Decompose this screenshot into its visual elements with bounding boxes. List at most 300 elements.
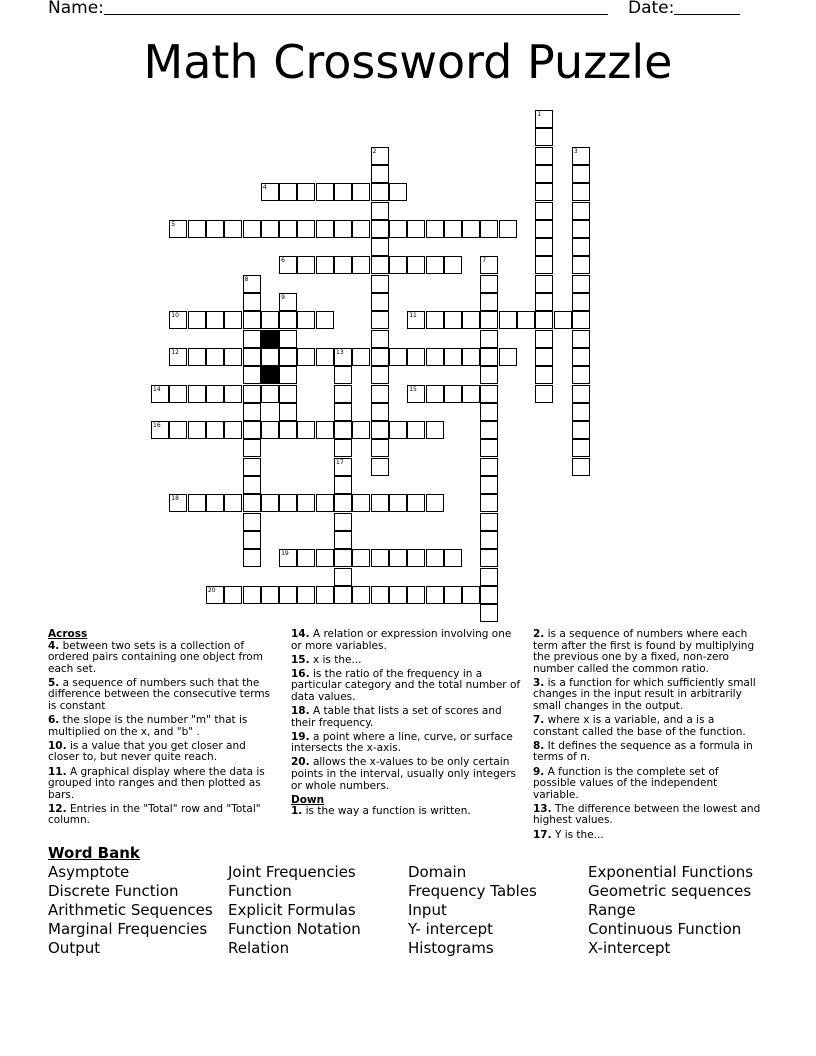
- clue-across-11: 11. A graphical display where the data is grouped into ranges and then plotted as bars.: [48, 765, 265, 801]
- crossword-cell[interactable]: [371, 330, 389, 348]
- crossword-cell[interactable]: [334, 476, 352, 494]
- crossword-cell[interactable]: [297, 256, 315, 274]
- crossword-cell[interactable]: [480, 366, 498, 384]
- crossword-cell[interactable]: [480, 220, 498, 238]
- crossword-cell[interactable]: [371, 256, 389, 274]
- crossword-cell[interactable]: [352, 348, 370, 366]
- clue-number: 1: [537, 111, 542, 118]
- crossword-cell[interactable]: [371, 165, 389, 183]
- crossword-cell[interactable]: [535, 128, 553, 146]
- crossword-cell[interactable]: [572, 238, 590, 256]
- word-bank-item: Input: [408, 901, 447, 919]
- crossword-cell[interactable]: [334, 439, 352, 457]
- clue-down-8: 8. It defines the sequence as a formula in terms of n.: [533, 739, 753, 764]
- crossword-cell[interactable]: [279, 586, 297, 604]
- crossword-cell[interactable]: [279, 183, 297, 201]
- crossword-cell[interactable]: [572, 293, 590, 311]
- clue-across-5: 5. a sequence of numbers such that the difference between the consecutive terms is constant: [48, 676, 271, 713]
- crossword-cell[interactable]: [480, 586, 498, 604]
- crossword-cell[interactable]: [334, 348, 352, 366]
- word-bank-item: Exponential Functions: [588, 863, 754, 881]
- word-bank-item: Y- intercept: [408, 920, 494, 938]
- clue-across-4: 4. between two sets is a collection of ordered pairs containing one object from each set.: [48, 639, 263, 675]
- crossword-cell[interactable]: [151, 385, 169, 403]
- crossword-cell[interactable]: [389, 220, 407, 238]
- word-bank-column-4: [588, 863, 753, 958]
- crossword-cell[interactable]: [316, 586, 334, 604]
- crossword-cell[interactable]: [224, 586, 242, 604]
- crossword-cell[interactable]: [261, 348, 279, 366]
- crossword-cell[interactable]: [243, 494, 261, 512]
- crossword-cell[interactable]: [444, 549, 462, 567]
- crossword-cell[interactable]: [206, 385, 224, 403]
- crossword-cell[interactable]: [444, 385, 462, 403]
- crossword-cell[interactable]: [480, 293, 498, 311]
- crossword-cell[interactable]: [334, 366, 352, 384]
- crossword-cell[interactable]: [554, 311, 572, 329]
- crossword-cell[interactable]: [188, 220, 206, 238]
- clue-number: 18: [171, 495, 179, 503]
- crossword-cell[interactable]: [480, 348, 498, 366]
- word-bank-item: Relation: [228, 939, 290, 957]
- crossword-cell[interactable]: [243, 330, 261, 348]
- crossword-cell[interactable]: [334, 220, 352, 238]
- down-heading: Down: [291, 793, 325, 806]
- clue-number: 6: [281, 257, 285, 265]
- crossword-cell[interactable]: [224, 385, 242, 403]
- crossword-cell[interactable]: [480, 311, 498, 329]
- crossword-cell[interactable]: [224, 421, 242, 439]
- crossword-cell[interactable]: [371, 549, 389, 567]
- crossword-cell[interactable]: [243, 531, 261, 549]
- crossword-cell[interactable]: [426, 385, 444, 403]
- word-bank-item: Range: [588, 901, 636, 919]
- crossword-cell[interactable]: [352, 220, 370, 238]
- crossword-cell[interactable]: [535, 147, 553, 165]
- crossword-cell[interactable]: [480, 568, 498, 586]
- crossword-cell[interactable]: [188, 494, 206, 512]
- clue-number: 5: [171, 220, 176, 228]
- word-bank-item: Marginal Frequencies: [48, 920, 208, 938]
- crossword-cell[interactable]: [334, 183, 352, 201]
- clue-across-16: 16. is the ratio of the frequency in a particular category and the total number of data values.: [291, 667, 521, 703]
- clue-down-3: 3. is a function for which sufficiently small changes in the input result in arbitrarily small changes in the output.: [533, 676, 756, 713]
- crossword-cell[interactable]: [535, 238, 553, 256]
- clue-number: 12: [171, 348, 179, 356]
- clue-number: 11: [409, 312, 417, 320]
- clue-across-10: 10. is a value that you get closer and closer to, but never quite reach.: [48, 739, 246, 764]
- crossword-cell[interactable]: [407, 256, 425, 274]
- crossword-cell[interactable]: [334, 513, 352, 531]
- crossword-cell[interactable]: [572, 458, 590, 476]
- clue-number: 13: [336, 348, 344, 356]
- crossword-cell[interactable]: [444, 256, 462, 274]
- crossword-cell[interactable]: [279, 366, 297, 384]
- crossword-cell[interactable]: [389, 494, 407, 512]
- crossword-cell[interactable]: [352, 183, 370, 201]
- crossword-cell[interactable]: [535, 385, 553, 403]
- crossword-cell[interactable]: [279, 256, 297, 274]
- crossword-cell[interactable]: [261, 421, 279, 439]
- crossword-cell[interactable]: [297, 311, 315, 329]
- black-square: [261, 330, 279, 348]
- crossword-cell[interactable]: [462, 385, 480, 403]
- crossword-cell[interactable]: [279, 220, 297, 238]
- crossword-cell[interactable]: [169, 494, 187, 512]
- crossword-cell[interactable]: [480, 531, 498, 549]
- crossword-cell[interactable]: [572, 147, 590, 165]
- crossword-cell[interactable]: [279, 348, 297, 366]
- crossword-cell[interactable]: [480, 403, 498, 421]
- crossword-cell[interactable]: [279, 549, 297, 567]
- crossword-cell[interactable]: [480, 385, 498, 403]
- crossword-cell[interactable]: [297, 183, 315, 201]
- crossword-cell[interactable]: [480, 256, 498, 274]
- clue-across-12: 12. Entries in the "Total" row and "Total" column.: [48, 802, 261, 827]
- crossword-cell[interactable]: [316, 183, 334, 201]
- across-heading: Across: [48, 628, 88, 640]
- crossword-cell[interactable]: [389, 256, 407, 274]
- crossword-cell[interactable]: [316, 311, 334, 329]
- crossword-cell[interactable]: [316, 494, 334, 512]
- crossword-cell[interactable]: [407, 494, 425, 512]
- crossword-cell[interactable]: [224, 494, 242, 512]
- clue-number: 4: [262, 184, 267, 192]
- crossword-cell[interactable]: [480, 513, 498, 531]
- crossword-cell[interactable]: [426, 311, 444, 329]
- crossword-cell[interactable]: [279, 293, 297, 311]
- crossword-cell[interactable]: [279, 403, 297, 421]
- clue-number: 7: [482, 257, 487, 265]
- crossword-cell[interactable]: [334, 385, 352, 403]
- crossword-cell[interactable]: [535, 220, 553, 238]
- crossword-cell[interactable]: [334, 568, 352, 586]
- word-bank-item: Function: [228, 882, 292, 900]
- crossword-cell[interactable]: [169, 311, 187, 329]
- clues-column-2: [291, 629, 523, 820]
- crossword-cell[interactable]: [224, 348, 242, 366]
- crossword-cell[interactable]: [316, 421, 334, 439]
- crossword-cell[interactable]: [462, 586, 480, 604]
- crossword-cell[interactable]: [389, 421, 407, 439]
- crossword-cell[interactable]: [572, 183, 590, 201]
- crossword-cell[interactable]: [426, 494, 444, 512]
- crossword-cell[interactable]: [243, 513, 261, 531]
- clue-across-19: 19. a point where a line, curve, or surface intersects the x-axis.: [291, 730, 513, 755]
- word-bank-column-1: [48, 863, 213, 958]
- crossword-cell[interactable]: [480, 439, 498, 457]
- crossword-cell[interactable]: [371, 366, 389, 384]
- crossword-cell[interactable]: [426, 220, 444, 238]
- crossword-cell[interactable]: [261, 494, 279, 512]
- crossword-cell[interactable]: [480, 421, 498, 439]
- crossword-cell[interactable]: [206, 311, 224, 329]
- crossword-cell[interactable]: [480, 494, 498, 512]
- crossword-cell[interactable]: [572, 202, 590, 220]
- crossword-cell[interactable]: [535, 256, 553, 274]
- crossword-cell[interactable]: [243, 439, 261, 457]
- crossword-cell[interactable]: [535, 183, 553, 201]
- crossword-cell[interactable]: [407, 220, 425, 238]
- crossword-cell[interactable]: [535, 165, 553, 183]
- crossword-cell[interactable]: [371, 385, 389, 403]
- crossword-cell[interactable]: [572, 311, 590, 329]
- crossword-cell[interactable]: [279, 330, 297, 348]
- crossword-cell[interactable]: [535, 366, 553, 384]
- crossword-cell[interactable]: [389, 586, 407, 604]
- crossword-cell[interactable]: [297, 348, 315, 366]
- crossword-cell[interactable]: [444, 311, 462, 329]
- word-bank-item: Arithmetic Sequences: [48, 901, 213, 919]
- crossword-cell[interactable]: [389, 348, 407, 366]
- crossword-cell[interactable]: [169, 421, 187, 439]
- crossword-cell[interactable]: [243, 421, 261, 439]
- word-bank-item: Function Notation: [228, 920, 361, 938]
- clue-number: 16: [153, 422, 161, 430]
- clue-number: 15: [409, 385, 417, 393]
- crossword-cell[interactable]: [261, 311, 279, 329]
- crossword-cell[interactable]: [371, 183, 389, 201]
- crossword-cell[interactable]: [206, 220, 224, 238]
- crossword-cell[interactable]: [188, 385, 206, 403]
- crossword-cell[interactable]: [480, 458, 498, 476]
- crossword-cell[interactable]: [169, 220, 187, 238]
- crossword-cell[interactable]: [426, 256, 444, 274]
- crossword-cell[interactable]: [206, 421, 224, 439]
- crossword-cell[interactable]: [261, 586, 279, 604]
- crossword-cell[interactable]: [279, 311, 297, 329]
- crossword-cell[interactable]: [407, 549, 425, 567]
- crossword-cell[interactable]: [334, 256, 352, 274]
- crossword-cell[interactable]: [371, 439, 389, 457]
- crossword-cell[interactable]: [426, 586, 444, 604]
- crossword-cell[interactable]: [407, 385, 425, 403]
- crossword-cell[interactable]: [169, 348, 187, 366]
- clues-column-1: [48, 629, 278, 830]
- crossword-cell[interactable]: [279, 385, 297, 403]
- crossword-cell[interactable]: [517, 311, 535, 329]
- crossword-cell[interactable]: [572, 165, 590, 183]
- clue-number: 10: [171, 312, 179, 320]
- crossword-cell[interactable]: [407, 421, 425, 439]
- crossword-cell[interactable]: [206, 586, 224, 604]
- crossword-cell[interactable]: [261, 183, 279, 201]
- crossword-cell[interactable]: [389, 183, 407, 201]
- clue-number: 2: [372, 147, 377, 155]
- crossword-cell[interactable]: [480, 476, 498, 494]
- clue-down-7: 7. where x is a variable, and a is a constant called the base of the function.: [533, 714, 746, 738]
- crossword-cell[interactable]: [535, 293, 553, 311]
- crossword-cell[interactable]: [169, 385, 187, 403]
- crossword-cell[interactable]: [480, 549, 498, 567]
- crossword-cell[interactable]: [261, 220, 279, 238]
- crossword-cell[interactable]: [535, 202, 553, 220]
- crossword-cell[interactable]: [480, 275, 498, 293]
- crossword-cell[interactable]: [535, 348, 553, 366]
- crossword-cell[interactable]: [371, 458, 389, 476]
- crossword-cell[interactable]: [572, 439, 590, 457]
- clue-number: 9: [281, 294, 285, 301]
- crossword-cell[interactable]: [371, 348, 389, 366]
- crossword-cell[interactable]: [389, 549, 407, 567]
- word-bank-item: Frequency Tables: [408, 882, 537, 900]
- crossword-cell[interactable]: [371, 147, 389, 165]
- crossword-cell[interactable]: [462, 220, 480, 238]
- crossword-cell[interactable]: [480, 330, 498, 348]
- crossword-cell[interactable]: [334, 458, 352, 476]
- crossword-cell[interactable]: [316, 256, 334, 274]
- crossword-cell[interactable]: [371, 421, 389, 439]
- crossword-cell[interactable]: [279, 421, 297, 439]
- crossword-cell[interactable]: [535, 330, 553, 348]
- clues-column-3: [533, 629, 763, 844]
- word-bank-item: Discrete Function: [48, 882, 179, 900]
- crossword-cell[interactable]: [151, 421, 169, 439]
- crossword-cell[interactable]: [261, 385, 279, 403]
- word-bank-item: Output: [48, 939, 101, 957]
- clue-number: 8: [244, 275, 249, 283]
- crossword-cell[interactable]: [444, 348, 462, 366]
- clue-down-1: 1. is the way a function is written.: [291, 805, 471, 818]
- crossword-cell[interactable]: [206, 348, 224, 366]
- crossword-cell[interactable]: [407, 348, 425, 366]
- crossword-cell[interactable]: [572, 385, 590, 403]
- word-bank-item: X-intercept: [588, 939, 671, 957]
- clue-across-14: 14. A relation or expression involving one or more variables.: [291, 628, 512, 652]
- crossword-cell[interactable]: [297, 494, 315, 512]
- crossword-cell[interactable]: [334, 494, 352, 512]
- crossword-cell[interactable]: [371, 586, 389, 604]
- crossword-cell[interactable]: [243, 293, 261, 311]
- crossword-cell[interactable]: [334, 421, 352, 439]
- crossword-cell[interactable]: [444, 220, 462, 238]
- word-bank-item: Geometric sequences: [588, 882, 752, 900]
- clue-number: 20: [207, 586, 216, 594]
- crossword-cell[interactable]: [279, 494, 297, 512]
- word-bank-item: Continuous Function: [588, 920, 742, 938]
- crossword-cell[interactable]: [572, 403, 590, 421]
- crossword-cell[interactable]: [224, 311, 242, 329]
- crossword-cell[interactable]: [352, 586, 370, 604]
- crossword-cell[interactable]: [188, 348, 206, 366]
- clue-number: 17: [336, 458, 344, 466]
- crossword-cell[interactable]: [371, 238, 389, 256]
- crossword-cell[interactable]: [243, 311, 261, 329]
- crossword-cell[interactable]: [352, 256, 370, 274]
- crossword-cell[interactable]: [535, 311, 553, 329]
- crossword-cell[interactable]: [572, 330, 590, 348]
- crossword-cell[interactable]: [572, 275, 590, 293]
- word-bank-item: Domain: [408, 863, 467, 881]
- crossword-cell[interactable]: [243, 220, 261, 238]
- crossword-cell[interactable]: [572, 220, 590, 238]
- crossword-cell[interactable]: [352, 421, 370, 439]
- crossword-cell[interactable]: [572, 366, 590, 384]
- crossword-cell[interactable]: [316, 220, 334, 238]
- crossword-cell[interactable]: [243, 366, 261, 384]
- clue-across-20: 20. allows the x-values to be only certain points in the interval, usually only integers or whole numbers.: [291, 756, 516, 792]
- crossword-cell[interactable]: [243, 586, 261, 604]
- crossword-cell[interactable]: [297, 220, 315, 238]
- clue-down-9: 9. A function is the complete set of possible values of the independent variable.: [533, 765, 719, 801]
- crossword-cell[interactable]: [371, 403, 389, 421]
- clue-across-6: 6. the slope is the number "m" that is multiplied on the x, and "b" .: [48, 714, 248, 738]
- clue-number: 14: [153, 385, 161, 393]
- name-label: Name:: [48, 0, 104, 18]
- word-bank-item: Explicit Formulas: [228, 901, 356, 919]
- word-bank-item: Histograms: [408, 939, 494, 957]
- crossword-cell[interactable]: [407, 311, 425, 329]
- word-bank-item: Asymptote: [48, 863, 130, 881]
- crossword-cell[interactable]: [334, 403, 352, 421]
- crossword-cell[interactable]: [188, 421, 206, 439]
- crossword-cell[interactable]: [371, 275, 389, 293]
- crossword-cell[interactable]: [371, 202, 389, 220]
- crossword-cell[interactable]: [535, 275, 553, 293]
- word-bank-heading: Word Bank: [48, 844, 140, 862]
- crossword-cell[interactable]: [297, 549, 315, 567]
- crossword-cell[interactable]: [572, 348, 590, 366]
- crossword-cell[interactable]: [462, 311, 480, 329]
- crossword-cell[interactable]: [243, 275, 261, 293]
- crossword-cell[interactable]: [462, 348, 480, 366]
- crossword-cell[interactable]: [426, 421, 444, 439]
- crossword-cell[interactable]: [371, 494, 389, 512]
- crossword-cell[interactable]: [444, 586, 462, 604]
- clue-across-18: 18. A table that lists a set of scores and their frequency.: [291, 705, 502, 729]
- crossword-cell[interactable]: [572, 256, 590, 274]
- crossword-cell[interactable]: [499, 311, 517, 329]
- crossword-cell[interactable]: [243, 348, 261, 366]
- crossword-cell[interactable]: [334, 586, 352, 604]
- crossword-cell[interactable]: [352, 494, 370, 512]
- crossword-cell[interactable]: [297, 421, 315, 439]
- crossword-cell[interactable]: [352, 549, 370, 567]
- crossword-cell[interactable]: [206, 494, 224, 512]
- crossword-cell[interactable]: [243, 458, 261, 476]
- clue-number: 19: [281, 550, 289, 558]
- crossword-cell[interactable]: [297, 586, 315, 604]
- crossword-cell[interactable]: [371, 311, 389, 329]
- crossword-cell[interactable]: [243, 403, 261, 421]
- crossword-cell[interactable]: [224, 220, 242, 238]
- crossword-cell[interactable]: [316, 549, 334, 567]
- crossword-cell[interactable]: [316, 348, 334, 366]
- crossword-cell[interactable]: [334, 549, 352, 567]
- page-title: Math Crossword Puzzle: [143, 35, 673, 89]
- black-square: [261, 366, 279, 384]
- crossword-cell[interactable]: [243, 476, 261, 494]
- clue-down-2: 2. is a sequence of numbers where each term after the first is found by multiplying the previous one by a fixed, non-zero number called the common ratio.: [533, 628, 755, 675]
- crossword-cell[interactable]: [371, 220, 389, 238]
- crossword-cell[interactable]: [499, 220, 517, 238]
- crossword-cell[interactable]: [426, 549, 444, 567]
- crossword-cell[interactable]: [499, 348, 517, 366]
- crossword-cell[interactable]: [480, 604, 498, 622]
- crossword-cell[interactable]: [407, 586, 425, 604]
- crossword-cell[interactable]: [243, 385, 261, 403]
- word-bank-column-2: [228, 863, 361, 958]
- crossword-cell[interactable]: [535, 110, 553, 128]
- clue-down-13: 13. The difference between the lowest and highest values.: [533, 802, 761, 827]
- crossword-cell[interactable]: [572, 421, 590, 439]
- crossword-cell[interactable]: [243, 549, 261, 567]
- crossword-cell[interactable]: [334, 531, 352, 549]
- date-label: Date:: [628, 0, 675, 18]
- crossword-cell[interactable]: [371, 293, 389, 311]
- crossword-cell[interactable]: [426, 348, 444, 366]
- crossword-cell[interactable]: [188, 311, 206, 329]
